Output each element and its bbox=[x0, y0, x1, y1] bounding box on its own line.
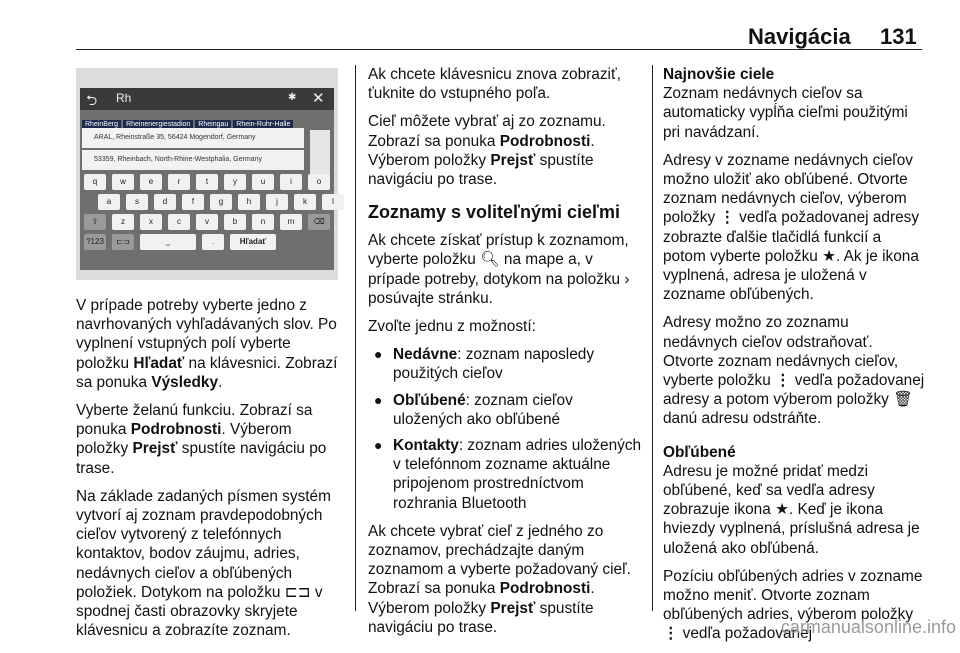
text: Adresy v zozname nedávnych cieľov možno uložiť ako obľúbené. Otvorte zoznam nedávnych cieľov, výberom položky bbox=[663, 151, 914, 227]
key: c bbox=[168, 214, 190, 230]
paragraph bbox=[663, 443, 925, 558]
key: u bbox=[252, 174, 274, 190]
search-bar bbox=[80, 88, 334, 110]
key: k bbox=[294, 194, 316, 210]
key: w bbox=[112, 174, 134, 190]
text: na mape a, v prípade potreby, dotykom na položku bbox=[368, 251, 625, 288]
key: o bbox=[308, 174, 330, 190]
key-row-1 bbox=[84, 174, 330, 190]
ui-term: Podrobnosti bbox=[499, 132, 591, 150]
ui-term: Kontakty bbox=[393, 437, 459, 455]
chip: Rheingau bbox=[195, 120, 231, 129]
key: s bbox=[126, 194, 148, 210]
paragraph bbox=[368, 112, 644, 189]
chip: Rheinenergiestadion bbox=[123, 120, 193, 129]
section-heading: Zoznamy s voliteľnými cieľmi bbox=[368, 202, 620, 223]
space-key: ⎵ bbox=[140, 234, 196, 250]
ui-term: Prejsť bbox=[490, 599, 536, 617]
text: spustíte navigáciu po trase. bbox=[76, 440, 327, 477]
ui-term: Obľúbené bbox=[393, 391, 466, 409]
column-2 bbox=[368, 65, 644, 646]
paragraph bbox=[663, 65, 925, 142]
paragraph bbox=[663, 313, 925, 428]
key: g bbox=[210, 194, 232, 210]
ui-term: Hľadať bbox=[133, 354, 185, 372]
text: . Výberom položky bbox=[76, 421, 292, 458]
column-divider bbox=[652, 65, 653, 611]
text: . bbox=[218, 373, 223, 391]
paragraph bbox=[368, 522, 644, 637]
text: Adresu je možné pridať medzi obľúbené, keď sa vedľa adresy zobrazuje ikona bbox=[663, 462, 875, 519]
paragraph: Ak chcete klávesnicu znova zobraziť, ťuknite do vstupného poľa. bbox=[368, 66, 621, 103]
text: . Výberom položky bbox=[368, 580, 595, 617]
paragraph bbox=[76, 487, 344, 641]
close-icon: ✕ bbox=[312, 90, 325, 107]
paragraph bbox=[76, 296, 344, 392]
more-vertical-icon: ⋮ bbox=[663, 625, 679, 643]
list-item bbox=[368, 345, 644, 383]
text: spustíte navigáciu po trase. bbox=[368, 151, 594, 189]
text: Ak chcete získať prístup k zoznamom, vyberte položku bbox=[368, 232, 629, 269]
text: vedľa požadovanej bbox=[678, 625, 813, 643]
keyboard-hide-icon: ⊏⊐ bbox=[112, 234, 134, 250]
key: z bbox=[112, 214, 134, 230]
key-row-4 bbox=[84, 234, 276, 250]
chip: Rhein-Ruhr-Halle bbox=[233, 120, 293, 129]
key: l bbox=[322, 194, 344, 210]
text: Vyberte želanú funkciu. Zobrazí sa ponuka bbox=[76, 402, 313, 439]
options-list bbox=[368, 345, 644, 513]
chip: RheinBerg bbox=[82, 120, 121, 129]
watermark: carmanualsonline.info bbox=[780, 617, 956, 637]
spinner-icon: ✱ bbox=[288, 92, 297, 103]
search-icon: 🔍︎ bbox=[480, 251, 500, 269]
text: Pozíciu obľúbených adries v zozname možno meniť. Otvorte zoznam obľúbených adries, výberom položky bbox=[663, 567, 923, 624]
key: n bbox=[252, 214, 274, 230]
suggestion-row bbox=[82, 150, 304, 170]
key: f bbox=[182, 194, 204, 210]
symbols-key: ?123 bbox=[84, 234, 106, 250]
paragraph bbox=[368, 231, 644, 308]
text: vedľa požadovanej adresy zobrazte ďalšie tlačidlá funkcií a potom vyberte položku bbox=[663, 209, 920, 265]
text: . Výberom položky bbox=[368, 132, 595, 169]
paragraph bbox=[76, 401, 344, 478]
subsection-title: Najnovšie ciele bbox=[663, 66, 775, 83]
text: Cieľ môžete vybrať aj zo zoznamu. Zobrazí sa ponuka bbox=[368, 113, 606, 150]
trash-icon: 🗑︎ bbox=[893, 391, 913, 409]
key: b bbox=[224, 214, 246, 230]
more-vertical-icon: ⋮ bbox=[719, 209, 735, 227]
key-row-3 bbox=[84, 214, 330, 230]
key: i bbox=[280, 174, 302, 190]
period-key: . bbox=[202, 234, 224, 250]
text: : zoznam naposledy použitých cieľov bbox=[393, 346, 595, 383]
shift-icon: ⇧ bbox=[84, 214, 106, 230]
text: posúvajte stránku. bbox=[368, 289, 493, 307]
text: vedľa požadovanej adresy a potom výberom položky bbox=[663, 372, 925, 409]
key: t bbox=[196, 174, 218, 190]
search-query: Rh bbox=[116, 91, 132, 105]
key: q bbox=[84, 174, 106, 190]
page-title: Navigácia bbox=[748, 24, 851, 49]
star-icon: ★ bbox=[775, 501, 789, 519]
paragraph bbox=[663, 151, 925, 305]
column-divider bbox=[355, 65, 356, 611]
text: Na základe zadaných písmen systém vytvorí aj zoznam pravdepodobných cieľov vytvorený z telefónnych kontaktov, bodov záujmu, adries, nedávnych cieľov a obľúbených položiek. Dotykom na položku bbox=[76, 487, 331, 601]
column-1 bbox=[76, 296, 344, 649]
list-item bbox=[368, 436, 644, 513]
key: d bbox=[154, 194, 176, 210]
back-icon: ⮌ bbox=[86, 92, 98, 108]
text: V prípade potreby vyberte jedno z navrhovaných vyhľadávaných slov. Po vyplnení vstupných polí vyberte položku bbox=[76, 297, 337, 372]
text: : zoznam cieľov uložených ako obľúbené bbox=[393, 391, 573, 428]
chevron-right-icon: › bbox=[624, 270, 630, 288]
header-rule bbox=[76, 49, 922, 50]
search-key: Hľadať bbox=[230, 234, 276, 250]
ui-term: Podrobnosti bbox=[130, 421, 222, 439]
key: y bbox=[224, 174, 246, 190]
key: e bbox=[140, 174, 162, 190]
key: a bbox=[98, 194, 120, 210]
text: na klávesnici. Zobrazí sa ponuka bbox=[76, 354, 338, 391]
text: v spodnej časti obrazovky skryjete klávesnicu a zobrazíte zoznam. bbox=[76, 583, 323, 640]
text: . Ak je ikona vyplnená, adresa je uložená v zozname obľúbených. bbox=[663, 247, 919, 304]
backspace-icon: ⌫ bbox=[308, 214, 330, 230]
text: spustíte navigáciu po trase. bbox=[368, 599, 594, 636]
ui-term: Výsledky bbox=[151, 373, 219, 391]
star-icon: ★ bbox=[822, 247, 836, 265]
text: Adresy možno zo zoznamu nedávnych cieľov odstraňovať. Otvorte zoznam nedávnych cieľov, vyberte položku bbox=[663, 314, 899, 390]
list-item bbox=[368, 391, 644, 429]
scrollbar bbox=[310, 130, 330, 176]
text: : zoznam adries uložených v telefónnom zozname aktuálne pripojenom prostredníctvom rozhrania Bluetooth bbox=[393, 437, 642, 512]
more-vertical-icon: ⋮ bbox=[775, 372, 791, 390]
keyboard-hide-icon: ⊏⊐ bbox=[284, 583, 311, 601]
keyboard-panel bbox=[80, 88, 334, 270]
keyboard-screenshot bbox=[76, 68, 338, 280]
ui-term: Prejsť bbox=[132, 440, 178, 458]
column-3 bbox=[663, 65, 925, 653]
ui-term: Nedávne bbox=[393, 346, 458, 364]
text: Zoznam nedávnych cieľov sa automaticky vypĺňa cieľmi použitými pri navádzaní. bbox=[663, 85, 908, 141]
key-row-2 bbox=[98, 194, 344, 210]
suggestion-text: ARAL, Rheinstraße 35, 56424 Mogendorf, Germany bbox=[94, 134, 256, 141]
key: j bbox=[266, 194, 288, 210]
text: Ak chcete vybrať cieľ z jedného zo zoznamov, prechádzajte daným zoznamom a vyberte požadovaný cieľ. Zobrazí sa ponuka bbox=[368, 522, 631, 598]
paragraph: Zvoľte jednu z možností: bbox=[368, 318, 536, 336]
suggestion-row bbox=[82, 128, 304, 148]
suggestion-text: 53359, Rheinbach, North-Rhine-Westphalia, Germany bbox=[94, 156, 262, 163]
suggestion-chips bbox=[82, 113, 295, 128]
key: x bbox=[140, 214, 162, 230]
key: m bbox=[280, 214, 302, 230]
key: v bbox=[196, 214, 218, 230]
key: h bbox=[238, 194, 260, 210]
subsection-title: Obľúbené bbox=[663, 443, 736, 461]
ui-term: Podrobnosti bbox=[499, 580, 591, 598]
key: r bbox=[168, 174, 190, 190]
ui-term: Prejsť bbox=[490, 151, 536, 169]
page-number: 131 bbox=[880, 24, 917, 49]
text: danú adresu odstráňte. bbox=[663, 410, 822, 428]
text: . Keď je ikona hviezdy vyplnená, príslušná adresa je uložená ako obľúbená. bbox=[663, 501, 920, 557]
